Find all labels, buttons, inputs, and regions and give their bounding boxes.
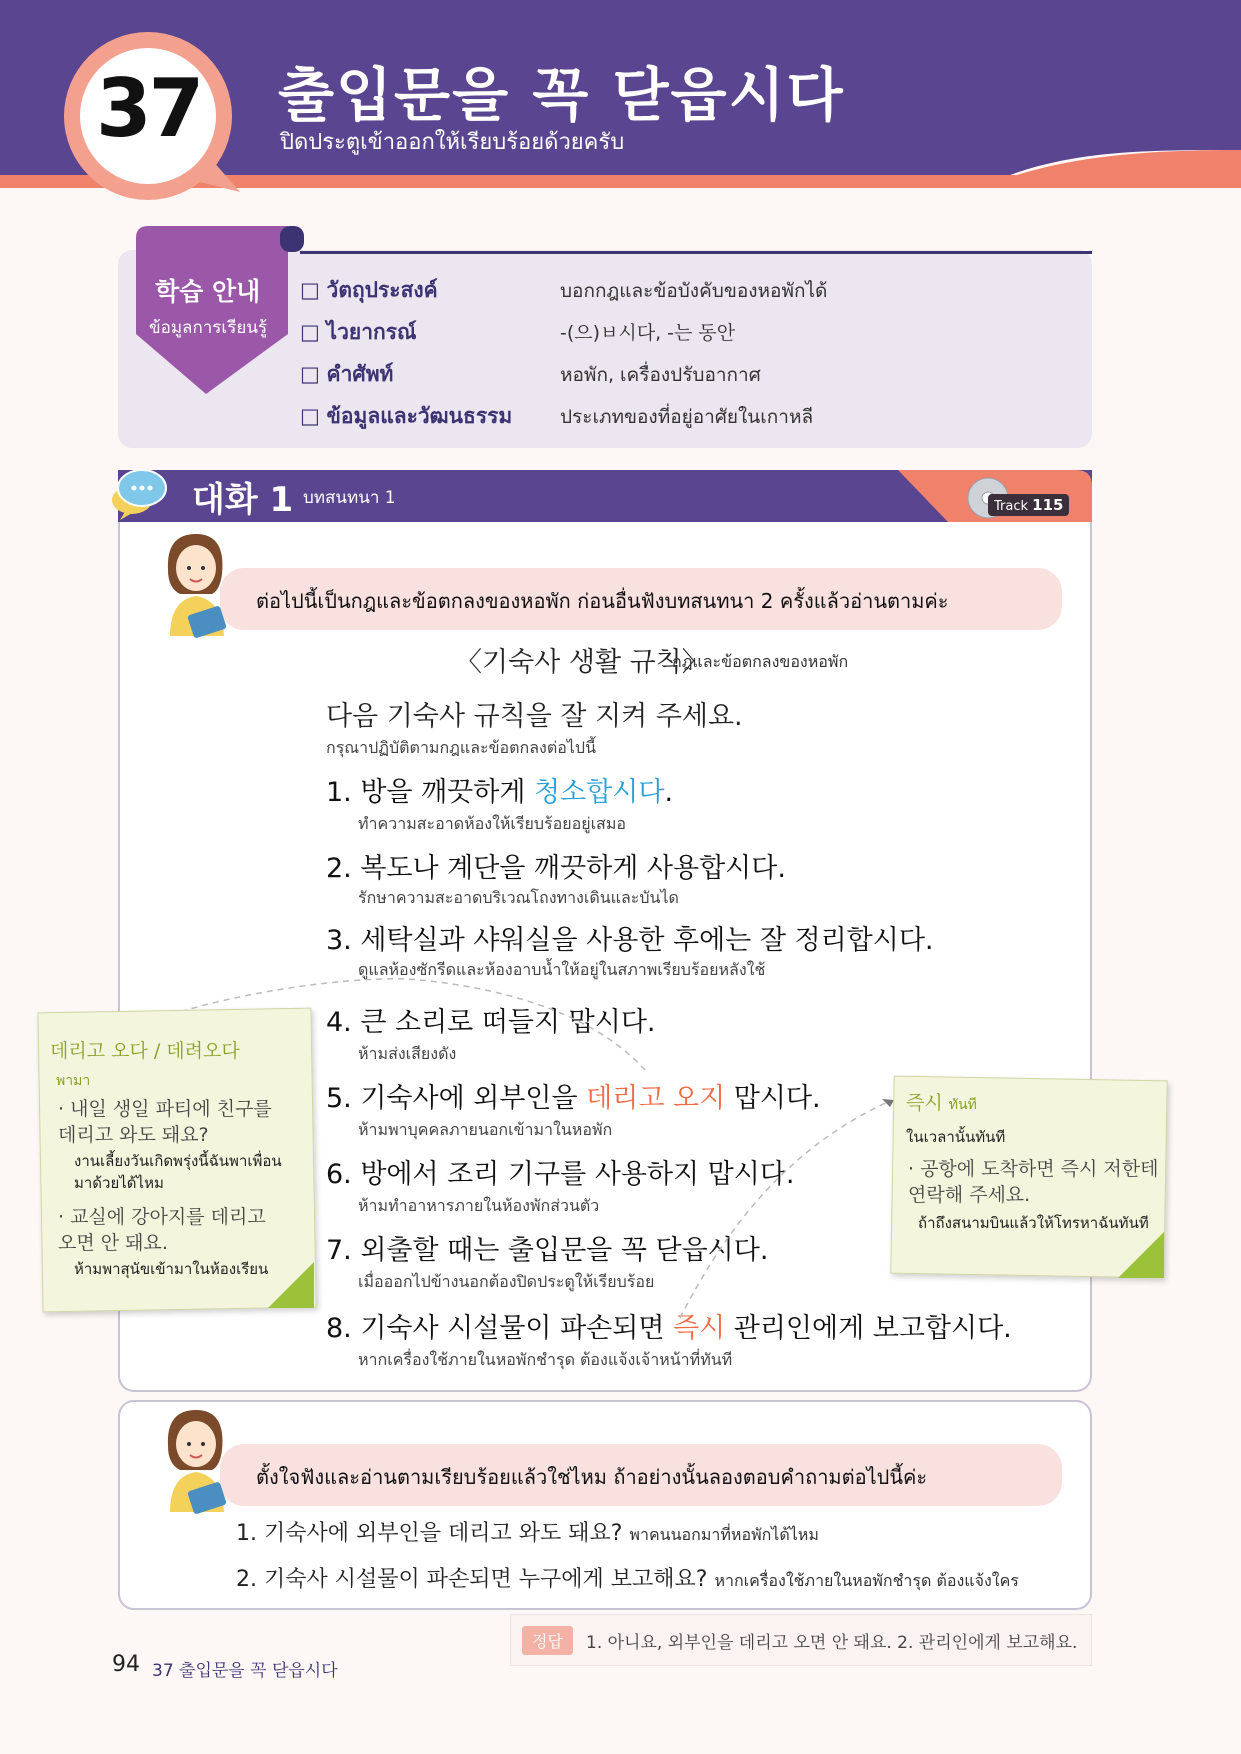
note-left-ex1-ko: · 내일 생일 파티에 친구를 데리고 와도 돼요? <box>58 1098 272 1146</box>
dialogue-subtitle: บทสนทนา 1 <box>303 488 396 508</box>
dialogue-instruction: ต่อไปนี้เป็นกฎและข้อตกลงของหอพัก ก่อนอื่นฟังบทสนทนา 2 ครั้งแล้วอ่านตามค่ะ <box>256 589 949 613</box>
guide-value-vocabulary: หอพัก, เครื่องปรับอากาศ <box>560 364 761 386</box>
rule-7-ko: 7. 외출할 때는 출입문을 꼭 닫읍시다. <box>326 1235 769 1266</box>
note-left-ex2-ko: · 교실에 강아지를 데리고 오면 안 돼요. <box>58 1206 266 1254</box>
highlight-word: 즉시 <box>673 1313 726 1344</box>
answer-label: 정답 <box>522 1626 573 1655</box>
note-left-tag: พามา <box>56 1073 91 1089</box>
teacher-avatar <box>150 1406 242 1514</box>
rule-6-ko: 6. 방에서 조리 기구를 사용하지 맙시다. <box>326 1159 795 1190</box>
highlight-word: 데리고 오지 <box>586 1083 726 1114</box>
lesson-title: 출입문을 꼭 닫읍시다 <box>278 61 845 129</box>
rule-1-th: ทำความสะอาดห้องให้เรียบร้อยอยู่เสมอ <box>358 814 626 833</box>
highlight-word: 청소합시다 <box>534 777 665 808</box>
rule-8-th: หากเครื่องใช้ภายในหอพักชำรุด ต้องแจ้งเจ้าหน้าที่ทันที <box>358 1350 733 1369</box>
rule-4-ko: 4. 큰 소리로 떠들지 맙시다. <box>326 1007 656 1038</box>
question-1: 1. 기숙사에 외부인을 데리고 와도 돼요? พาคนนอกมาที่หอพักได้ไหม <box>236 1521 819 1546</box>
questions-instruction: ตั้งใจฟังและอ่านตามเรียบร้อยแล้วใช่ไหม ถ้าอย่างนั้นลองตอบคำถามต่อไปนี้ค่ะ <box>256 1465 928 1489</box>
rule-2-th: รักษาความสะอาดบริเวณโถงทางเดินและบันได <box>358 888 679 907</box>
rule-8-ko: 8. 기숙사 시설물이 파손되면 즉시 관리인에게 보고합시다. <box>326 1313 1012 1344</box>
rule-4-th: ห้ามส่งเสียงดัง <box>358 1044 457 1063</box>
note-left-ex1-th: งานเลี้ยงวันเกิดพรุ่งนี้ฉันพาเพื่อนมาด้วยได้ไหม <box>74 1152 282 1192</box>
lesson-number: 37 <box>96 62 202 155</box>
rule-6-th: ห้ามทำอาหารภายในห้องพักส่วนตัว <box>358 1196 600 1215</box>
page-number: 94 <box>112 1652 140 1677</box>
guide-value-grammar: -(으)ㅂ시다, -는 동안 <box>560 322 736 344</box>
guide-value-objective: บอกกฎและข้อบังคับของหอพักได้ <box>560 280 828 302</box>
question-2: 2. 기숙사 시설물이 파손되면 누구에게 보고해요? หากเครื่องใช้ภายในหอพักชำรุด ต้องแจ้งใคร <box>236 1567 1019 1592</box>
guide-label-grammar: □ ไวยากรณ์ <box>300 316 416 349</box>
rules-doc-title-th: กฎและข้อตกลงของหอพัก <box>672 652 849 671</box>
rule-5-ko: 5. 기숙사에 외부인을 데리고 오지 맙시다. <box>326 1083 821 1114</box>
answer-text: 1. 아니요, 외부인을 데리고 오면 안 돼요. 2. 관리인에게 보고해요. <box>586 1633 1078 1653</box>
rules-intro-ko: 다음 기숙사 규칙을 잘 지켜 주세요. <box>326 701 743 732</box>
track-label: Track <box>994 499 1029 514</box>
rule-2-ko: 2. 복도나 계단을 깨끗하게 사용합시다. <box>326 853 786 884</box>
guide-title: 학습 안내 <box>155 277 261 306</box>
note-right-ex-th: ถ้าถึงสนามบินแล้วให้โทรหาฉันทันที <box>918 1214 1149 1232</box>
rules-intro-th: กรุณาปฏิบัติตามกฎและข้อตกลงต่อไปนี้ <box>326 738 596 757</box>
note-right-tag: ในเวลานั้นทันที <box>906 1128 1006 1146</box>
rule-1-ko: 1. 방을 깨끗하게 청소합시다. <box>326 777 674 808</box>
guide-subtitle: ข้อมูลการเรียนรู้ <box>149 318 268 338</box>
footer-title: 37 출입문을 꼭 닫읍시다 <box>152 1661 338 1681</box>
note-left-ex2-th: ห้ามพาสุนัขเข้ามาในห้องเรียน <box>74 1260 269 1278</box>
dialogue-title: 대화 1 <box>192 480 294 520</box>
guide-label-vocabulary: □ คำศัพท์ <box>300 358 393 391</box>
guide-label-culture: □ ข้อมูลและวัฒนธรรม <box>300 400 512 433</box>
lesson-subtitle: ปิดประตูเข้าออกให้เรียบร้อยด้วยครับ <box>280 130 625 155</box>
guide-value-culture: ประเภทของที่อยู่อาศัยในเกาหลี <box>560 406 814 428</box>
rule-3-ko: 3. 세탁실과 샤워실을 사용한 후에는 잘 정리합시다. <box>326 925 934 956</box>
rules-doc-title: 〈기숙사 생활 규칙〉 <box>455 647 709 678</box>
rule-3-th: ดูแลห้องซักรีดและห้องอาบน้ำให้อยู่ในสภาพเรียบร้อยหลังใช้ <box>358 960 766 979</box>
track-number: 115 <box>1032 496 1064 514</box>
note-fold <box>1118 1232 1164 1278</box>
rule-7-th: เมื่อออกไปข้างนอกต้องปิดประตูให้เรียบร้อย <box>358 1272 655 1291</box>
note-right-ex-ko: · 공항에 도착하면 즉시 저한테 연락해 주세요. <box>908 1158 1159 1206</box>
note-right-head: 즉시 ทันที <box>906 1092 977 1114</box>
rule-5-th: ห้ามพาบุคคลภายนอกเข้ามาในหอพัก <box>358 1120 613 1139</box>
note-left-head: 데리고 오다 / 데려오다 <box>50 1040 240 1062</box>
guide-label-objective: □ วัตถุประสงค์ <box>300 274 438 307</box>
